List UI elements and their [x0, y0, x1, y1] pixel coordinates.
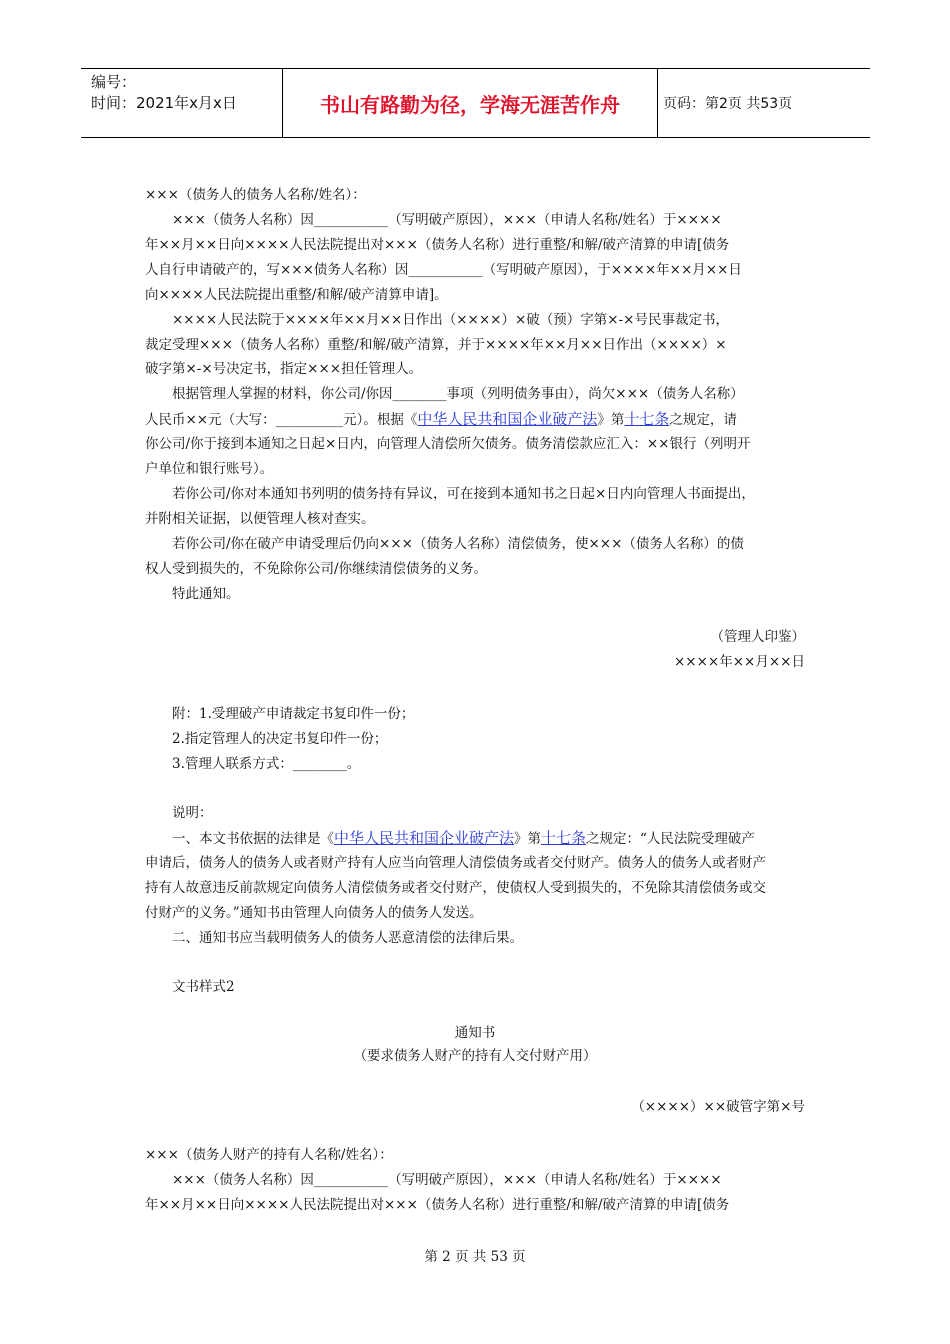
text-segment: 》第: [514, 831, 542, 847]
seal-date: ××××年××月××日: [674, 654, 805, 670]
form2-doc-number: （××××）××破管字第×号: [631, 1099, 805, 1115]
text-line: 并附相关证据，以便管理人核对查实。: [145, 511, 375, 527]
page-footer: 第 2 页 共 53 页: [424, 1249, 526, 1265]
date-label: 时间：2021年x月x日: [91, 94, 237, 112]
seal-label: （管理人印鉴）: [710, 629, 805, 645]
text-line: 年××月××日向××××人民法院提出对×××（债务人名称）进行重整/和解/破产清算的申请[债务: [145, 237, 730, 253]
attachment-item: 2.指定管理人的决定书复印件一份；: [145, 731, 388, 747]
text-segment: 》第: [597, 412, 625, 428]
addressee: ×××（债务人财产的持有人名称/姓名）：: [145, 1147, 393, 1163]
text-line: [145, 407, 810, 433]
text-segment: 之规定：“人民法院受理破产: [586, 831, 755, 847]
form2-subtitle: （要求债务人财产的持有人交付财产用）: [353, 1048, 597, 1064]
header-meta: [81, 69, 281, 137]
text-line: 若你公司/你对本通知书列明的债务持有异议，可在接到本通知书之日起×日内向管理人书面提出，: [145, 486, 755, 502]
text-line: 申请后，债务人的债务人或者财产持有人应当向管理人清偿债务或者交付财产。债务人的债务人或者财产: [145, 855, 766, 871]
text-line: ×××（债务人名称）因___________（写明破产原因），×××（申请人名称/姓名）于××××: [145, 212, 722, 228]
text-segment: 一、本文书依据的法律是《: [145, 831, 334, 847]
text-line: 裁定受理×××（债务人名称）重整/和解/破产清算，并于××××年××月××日作出（××××）×: [145, 337, 727, 353]
text-line: 你公司/你于接到本通知之日起×日内，向管理人清偿所欠债务。债务清偿款应汇入：××银行（列明开: [145, 436, 751, 452]
text-line: 付财产的义务。”通知书由管理人向债务人的债务人发送。: [145, 905, 483, 921]
closing-line: 特此通知。: [145, 586, 240, 602]
text-segment: 人民币××元（大写：__________元）。根据《: [145, 412, 418, 428]
text-line: 权人受到损失的，不免除你公司/你继续清偿债务的义务。: [145, 561, 488, 577]
page-header: [81, 68, 870, 138]
attachment-item: 附：1.受理破产申请裁定书复印件一份；: [145, 706, 415, 722]
text-segment: 之规定，请: [669, 412, 737, 428]
number-label: 编号：: [91, 73, 137, 91]
text-line: 向××××人民法院提出重整/和解/破产清算申请]。: [145, 287, 448, 303]
text-line: 年××月××日向××××人民法院提出对×××（债务人名称）进行重整/和解/破产清算的申请[债务: [145, 1197, 730, 1213]
text-line: 人自行申请破产的，写×××债务人名称）因___________（写明破产原因），于××××年××月××日: [145, 262, 742, 278]
addressee: ×××（债务人的债务人名称/姓名）：: [145, 187, 366, 203]
text-line: ××××人民法院于××××年××月××日作出（××××）×破（预）字第×-×号民事裁定书，: [145, 312, 729, 328]
law-link[interactable]: 中华人民共和国企业破产法: [417, 410, 598, 428]
text-line: 户单位和银行账号）。: [145, 461, 274, 477]
article-link[interactable]: 十七条: [624, 410, 670, 428]
text-line: ×××（债务人名称）因___________（写明破产原因），×××（申请人名称/姓名）于××××: [145, 1172, 722, 1188]
form2-label: 文书样式2: [145, 979, 235, 995]
header-page-info: 页码：第2页 共53页: [663, 96, 793, 112]
text-line: 二、通知书应当载明债务人的债务人恶意清偿的法律后果。: [145, 930, 523, 946]
text-line: 破字第×-×号决定书，指定×××担任管理人。: [145, 361, 423, 377]
text-line: [145, 826, 810, 852]
motto-text: 书山有路勤为径，学海无涯苦作舟: [320, 92, 620, 117]
text-line: 若你公司/你在破产申请受理后仍向×××（债务人名称）清偿债务，使×××（债务人名称）的债: [145, 536, 744, 552]
header-motto: [282, 69, 658, 137]
attachment-item: 3.管理人联系方式：________。: [145, 756, 361, 772]
text-line: 根据管理人掌握的材料，你公司/你因________事项（列明债务事由），尚欠×××（债务人名称）: [145, 386, 744, 402]
text-line: 持有人故意违反前款规定向债务人清偿债务或者交付财产，使债权人受到损失的，不免除其清偿债务或交: [145, 880, 766, 896]
law-link[interactable]: 中华人民共和国企业破产法: [334, 829, 515, 847]
article-link[interactable]: 十七条: [541, 829, 587, 847]
form2-title: 通知书: [454, 1025, 496, 1041]
notes-title: 说明：: [145, 805, 213, 821]
